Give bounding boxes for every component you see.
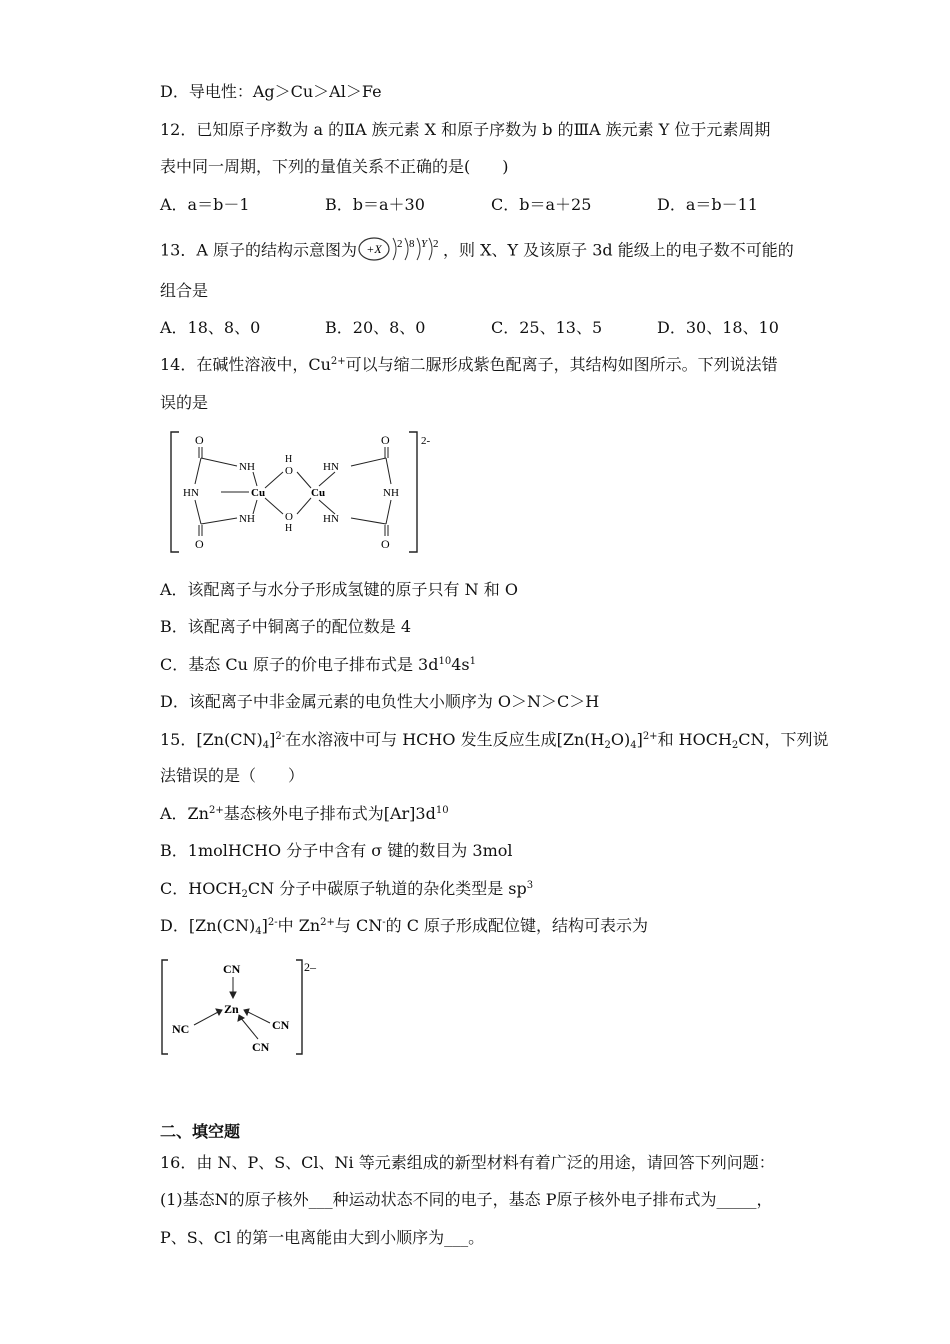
q15-option-d-sup2: 2+ (320, 917, 335, 928)
q15-stem-sup2: 2+ (642, 731, 658, 742)
label-nh-right-mid: NH (383, 487, 399, 499)
q12-stem-line1: 12．已知原子序数为 a 的ⅡA 族元素 X 和原子序数为 b 的ⅢA 族元素 Y 位于元素周期 (160, 120, 771, 139)
section-heading: 二、填空题 (160, 1122, 241, 1141)
q14-option-c (160, 655, 476, 675)
q13-stem-suffix: ，则 X、Y 及该原子 3d 能级上的电子数不可能的 (443, 240, 794, 260)
label-cu-right: Cu (311, 487, 326, 499)
q14-stem-line1 (160, 355, 778, 375)
q14-option-a: A．该配离子与水分子形成氢键的原子只有 N 和 O (160, 580, 518, 599)
label-cn-bottom: CN (252, 1040, 270, 1054)
q13-option-c: C．25、13、5 (491, 318, 603, 337)
label-h-bottom: H (285, 523, 293, 534)
q15-option-d-sup: 2- (267, 917, 278, 928)
q12-option-c: C．b＝a＋25 (491, 195, 592, 214)
q16-stem: 16．由 N、P、S、Cl、Ni 等元素组成的新型材料有着广泛的用途，请回答下列问题： (160, 1153, 775, 1172)
q16-part1-line1: (1)基态N的原子核外___种运动状态不同的电子，基态 P原子核外电子排布式为_____， (160, 1190, 773, 1209)
label-o-top-right: O (381, 433, 390, 447)
q14-option-b: B．该配离子中铜离子的配位数是 4 (160, 617, 412, 636)
label-cn-right: CN (272, 1018, 290, 1032)
q15-option-d (160, 916, 648, 936)
q15-stem-sub4: 2 (731, 740, 739, 751)
q15-stem-line1 (160, 730, 829, 750)
q12-option-d: D．a＝b－11 (657, 195, 758, 214)
atom-shell-2: 8 (409, 238, 415, 250)
q14-stem-text-b: 可以与缩二脲形成紫色配离子，其结构如图所示。下列说法错 (345, 355, 778, 374)
label-nh-left-top: NH (239, 461, 255, 473)
q15-option-c-text-b: CN 分子中碳原子轨道的杂化类型是 sp (247, 879, 527, 898)
q15-stem-sub3: 4 (630, 740, 637, 751)
label-h-top: H (285, 454, 293, 465)
q14-option-d: D．该配离子中非金属元素的电负性大小顺序为 O＞N＞C＞H (160, 692, 600, 711)
q15-stem-sub1: 4 (262, 740, 270, 751)
q14-stem-text-a: 14．在碱性溶液中，Cu (160, 355, 331, 374)
q13-option-d: D．30、18、10 (657, 318, 779, 337)
q15-option-c-sub: 2 (241, 889, 248, 900)
q15-stem-e: ] (636, 730, 643, 749)
q15-option-b: B．1molHCHO 分子中含有 σ 键的数目为 3mol (160, 841, 513, 860)
q15-stem-d: O) (610, 730, 631, 749)
label-hn-right-top: HN (323, 461, 339, 473)
q14-option-c-text-a: C．基态 Cu 原子的价电子排布式是 3d (160, 655, 439, 674)
q15-option-a (160, 804, 449, 824)
q13-option-a: A．18、8、0 (160, 318, 261, 337)
q15-stem-a: 15．[Zn(CN) (160, 730, 263, 749)
q14-option-c-sup2: 1 (469, 656, 476, 667)
q15-option-d-sub: 4 (255, 926, 262, 937)
label-hn-left-mid: HN (183, 487, 199, 499)
q14-option-c-sup1: 10 (438, 656, 452, 667)
label-o-bottom-right: O (381, 537, 390, 551)
label-nh-left-bottom: NH (239, 513, 255, 525)
atom-shell-1: 2 (397, 238, 403, 250)
q12-option-b: B．b＝a＋30 (325, 195, 425, 214)
label-o-bridge-bottom: O (285, 511, 293, 523)
q15-option-c (160, 879, 533, 899)
label-nc-left: NC (172, 1022, 190, 1036)
q16-part1-line2: P、S、Cl 的第一电离能由大到小顺序为___。 (160, 1228, 485, 1247)
q15-stem-b: ] (269, 730, 276, 749)
label-cn-top: CN (223, 962, 241, 976)
q14-stem-sup: 2+ (330, 356, 346, 367)
q15-option-d-b: ] (261, 916, 268, 935)
q15-stem-c: 在水溶液中可与 HCHO 发生反应生成[Zn(H (285, 730, 605, 749)
q15-option-d-c: 中 Zn (277, 916, 321, 935)
label-hn-right-bottom-placeholder: HN (323, 513, 339, 525)
atom-nucleus-label: +X (366, 242, 382, 256)
q15-stem-f: 和 HOCH (657, 730, 732, 749)
q12-stem-line2: 表中同一周期，下列的量值关系不正确的是( ) (160, 157, 509, 176)
q15-stem-sub2: 2 (604, 740, 611, 751)
q11-option-d: D．导电性：Ag＞Cu＞Al＞Fe (160, 82, 382, 101)
q15-stem-sup1: 2- (275, 731, 286, 742)
q13-stem-prefix: 13．A 原子的结构示意图为 (160, 240, 358, 260)
q15-option-c-text-a: C．HOCH (160, 879, 242, 898)
q14-option-c-text-b: 4s (451, 655, 470, 674)
q15-stem-line2: 法错误的是（ ） (160, 766, 305, 785)
label-cu-left: Cu (251, 487, 266, 499)
q15-option-a-text-a: A．Zn (160, 804, 209, 823)
label-o-top-left: O (195, 433, 204, 447)
q15-option-d-sup3: - (382, 917, 386, 928)
zn-complex-charge: 2– (304, 960, 316, 974)
biuret-copper-complex-structure (165, 428, 445, 558)
atom-structure-diagram (357, 234, 443, 268)
label-zn: Zn (224, 1002, 239, 1016)
q12-option-a: A．a＝b－1 (160, 195, 250, 214)
q15-option-a-sup2: 10 (435, 805, 449, 816)
q15-option-d-a: D．[Zn(CN) (160, 916, 256, 935)
complex-charge: 2- (421, 435, 431, 447)
atom-shell-3: Y (421, 238, 428, 250)
q13-option-b: B．20、8、0 (325, 318, 426, 337)
q15-stem-g: CN，下列说 (738, 730, 829, 749)
q15-option-d-d: 与 CN (334, 916, 383, 935)
q15-option-c-sup: 3 (526, 880, 534, 891)
q13-stem-line1 (160, 234, 794, 268)
q14-stem-line2: 误的是 (160, 393, 209, 412)
zn-cyanide-complex-structure (158, 955, 328, 1060)
q13-stem-line2: 组合是 (160, 281, 209, 300)
q15-option-d-e: 的 C 原子形成配位键，结构可表示为 (385, 916, 649, 935)
atom-shell-4: 2 (433, 238, 439, 250)
q15-option-a-sup: 2+ (208, 805, 224, 816)
q15-option-a-text-b: 基态核外电子排布式为[Ar]3d (223, 804, 436, 823)
label-o-bottom-left: O (195, 537, 204, 551)
label-o-bridge-top: O (285, 465, 293, 477)
